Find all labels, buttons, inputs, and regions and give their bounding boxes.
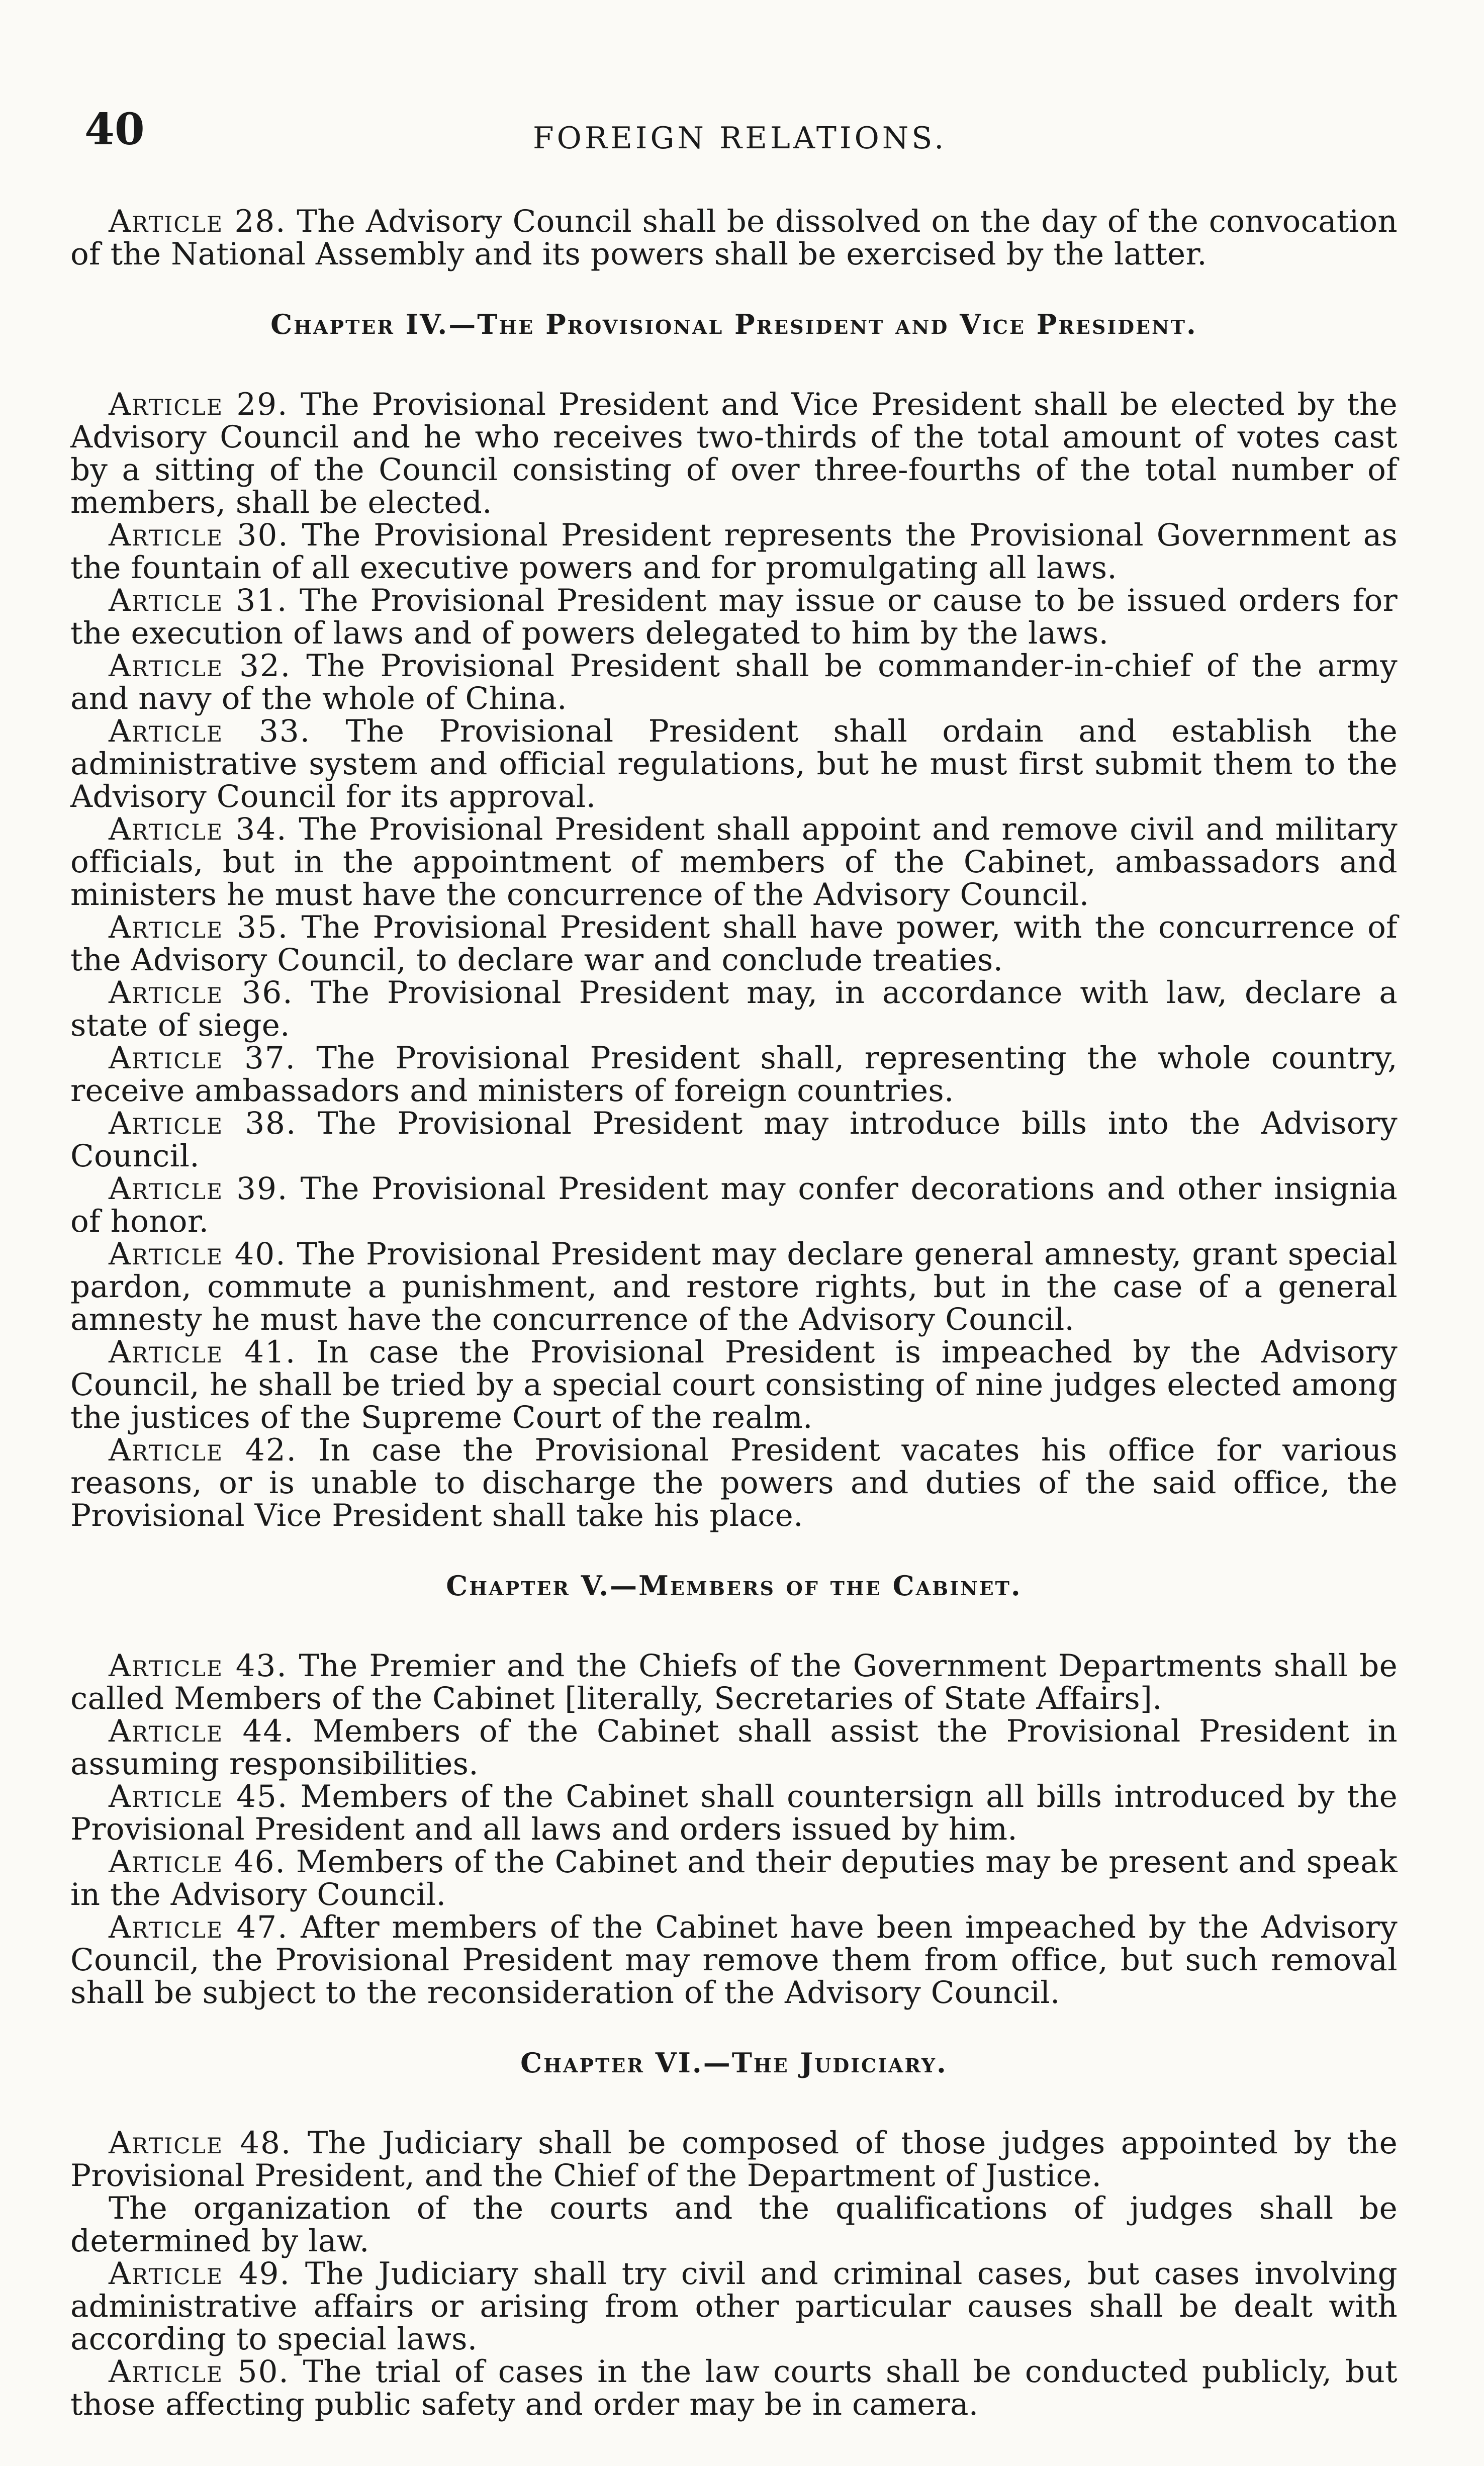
article-28: [70, 205, 1398, 270]
page-number: 40: [84, 104, 145, 155]
article-text: After members of the Cabinet have been impeached by the Advisory Council, the Provisional President may remove them from office, but such removal shall be subject to the reconsideration of the Advisory Council.: [70, 1909, 1398, 2011]
article-43: [70, 1650, 1398, 1715]
article-text: The Advisory Council shall be dissolved on the day of the convocation of the National Assembly and its powers shall be exercised by the latter.: [70, 204, 1398, 272]
article-38: [70, 1107, 1398, 1172]
article-text: In case the Provisional President is impeached by the Advisory Council, he shall be tried by a special court consisting of nine judges elected among the justices of the Supreme Court of the realm.: [70, 1334, 1398, 1435]
document-body: [70, 205, 1398, 2421]
article-text: Members of the Cabinet shall assist the Provisional President in assuming responsibilities.: [70, 1713, 1398, 1782]
article-32: [70, 650, 1398, 715]
article-text: The Provisional President shall appoint and remove civil and military officials, but in the appointment of members of the Cabinet, ambassadors and ministers he must have the concurrence of the Advisory Council.: [70, 811, 1398, 912]
article-label: Article 45.: [109, 1779, 289, 1814]
article-label: Article 36.: [109, 975, 294, 1011]
article-41: [70, 1336, 1398, 1434]
article-45: [70, 1780, 1398, 1846]
article-label: Article 31.: [109, 583, 288, 618]
article-text: The organization of the courts and the qualifications of judges shall be determined by law.: [70, 2190, 1398, 2259]
article-label: Article 38.: [109, 1106, 297, 1141]
article-text: The Provisional President may confer decorations and other insignia of honor.: [70, 1171, 1398, 1239]
article-label: Article 28.: [109, 204, 287, 239]
article-text: The Provisional President may introduce bills into the Advisory Council.: [70, 1106, 1398, 1174]
article-46: [70, 1846, 1398, 1911]
article-31: [70, 584, 1398, 650]
chapter-iv-heading: Chapter IV.—The Provisional President and Vice President.: [270, 308, 1197, 340]
article-34: [70, 813, 1398, 911]
article-label: Article 42.: [109, 1432, 298, 1468]
chapter-vi-heading: Chapter VI.—The Judiciary.: [520, 2047, 948, 2079]
article-35: [70, 911, 1398, 976]
article-50: [70, 2355, 1398, 2421]
article-label: Article 44.: [109, 1713, 295, 1749]
article-text: Members of the Cabinet and their deputies may be present and speak in the Advisory Council.: [70, 1844, 1398, 1912]
article-text: The Provisional President shall, representing the whole country, receive ambassadors and ministers of foreign countries.: [70, 1040, 1398, 1109]
article-label: Article 32.: [109, 648, 292, 684]
article-label: Article 49.: [109, 2256, 291, 2292]
article-label: Article 46.: [109, 1844, 286, 1880]
article-text: The Provisional President shall ordain and establish the administrative system and official regulations, but he must first submit them to the Advisory Council for its approval.: [70, 713, 1398, 814]
article-44: [70, 1715, 1398, 1780]
article-label: Article 40.: [109, 1236, 287, 1272]
article-label: Article 39.: [109, 1171, 289, 1207]
article-33: [70, 715, 1398, 813]
article-label: Article 30.: [109, 517, 289, 553]
article-text: The Premier and the Chiefs of the Government Departments shall be called Members of the Cabinet [literally, Secretaries of State Affairs].: [70, 1648, 1398, 1716]
article-label: Article 33.: [109, 713, 311, 749]
article-47: [70, 1911, 1398, 2009]
article-text: The Provisional President may issue or cause to be issued orders for the execution of laws and of powers delegated to him by the laws.: [70, 583, 1398, 651]
article-29: [70, 388, 1398, 519]
article-label: Article 43.: [109, 1648, 288, 1684]
article-49: [70, 2257, 1398, 2355]
article-label: Article 41.: [109, 1334, 297, 1370]
article-text: The Provisional President may, in accordance with law, declare a state of siege.: [70, 975, 1398, 1043]
article-label: Article 48.: [109, 2125, 292, 2161]
article-37: [70, 1042, 1398, 1107]
article-42: [70, 1434, 1398, 1532]
article-label: Article 35.: [109, 909, 289, 945]
article-48: [70, 2127, 1398, 2192]
article-text: The Judiciary shall be composed of those judges appointed by the Provisional President, and the Chief of the Department of Justice.: [70, 2125, 1398, 2194]
article-label: Article 34.: [109, 811, 288, 847]
article-label: Article 47.: [109, 1909, 289, 1945]
article-text: The Provisional President may declare general amnesty, grant special pardon, commute a punishment, and restore rights, but in the case of a general amnesty he must have the concurrence of the Advisory Council.: [70, 1236, 1398, 1337]
article-48-continuation: [70, 2192, 1398, 2257]
running-head: FOREIGN RELATIONS.: [533, 121, 947, 156]
article-text: The Provisional President shall be commander-in-chief of the army and navy of the whole of China.: [70, 648, 1398, 716]
article-30: [70, 519, 1398, 584]
article-label: Article 29.: [109, 387, 289, 422]
article-text: The Provisional President shall have power, with the concurrence of the Advisory Council, to declare war and conclude treaties.: [70, 909, 1398, 978]
article-text: The Provisional President represents the Provisional Government as the fountain of all executive powers and for promulgating all laws.: [70, 517, 1398, 586]
article-text: The Judiciary shall try civil and criminal cases, but cases involving administrative affairs or arising from other particular causes shall be dealt with according to special laws.: [70, 2256, 1398, 2357]
article-label: Article 50.: [109, 2354, 290, 2390]
article-text: Members of the Cabinet shall countersign all bills introduced by the Provisional President and all laws and orders issued by him.: [70, 1779, 1398, 1847]
article-36: [70, 976, 1398, 1042]
article-text: In case the Provisional President vacates his office for various reasons, or is unable to discharge the powers and duties of the said office, the Provisional Vice President shall take his place.: [70, 1432, 1398, 1533]
chapter-v-heading: Chapter V.—Members of the Cabinet.: [446, 1570, 1022, 1602]
article-39: [70, 1172, 1398, 1238]
article-text: The Provisional President and Vice President shall be elected by the Advisory Council and he who receives two-thirds of the total amount of votes cast by a sitting of the Council consisting of over three-fourths of the total number of members, shall be elected.: [70, 387, 1398, 520]
article-label: Article 37.: [109, 1040, 297, 1076]
page-header: [0, 104, 1484, 163]
article-40: [70, 1238, 1398, 1336]
article-text: The trial of cases in the law courts shall be conducted publicly, but those affecting public safety and order may be in camera.: [70, 2354, 1398, 2422]
